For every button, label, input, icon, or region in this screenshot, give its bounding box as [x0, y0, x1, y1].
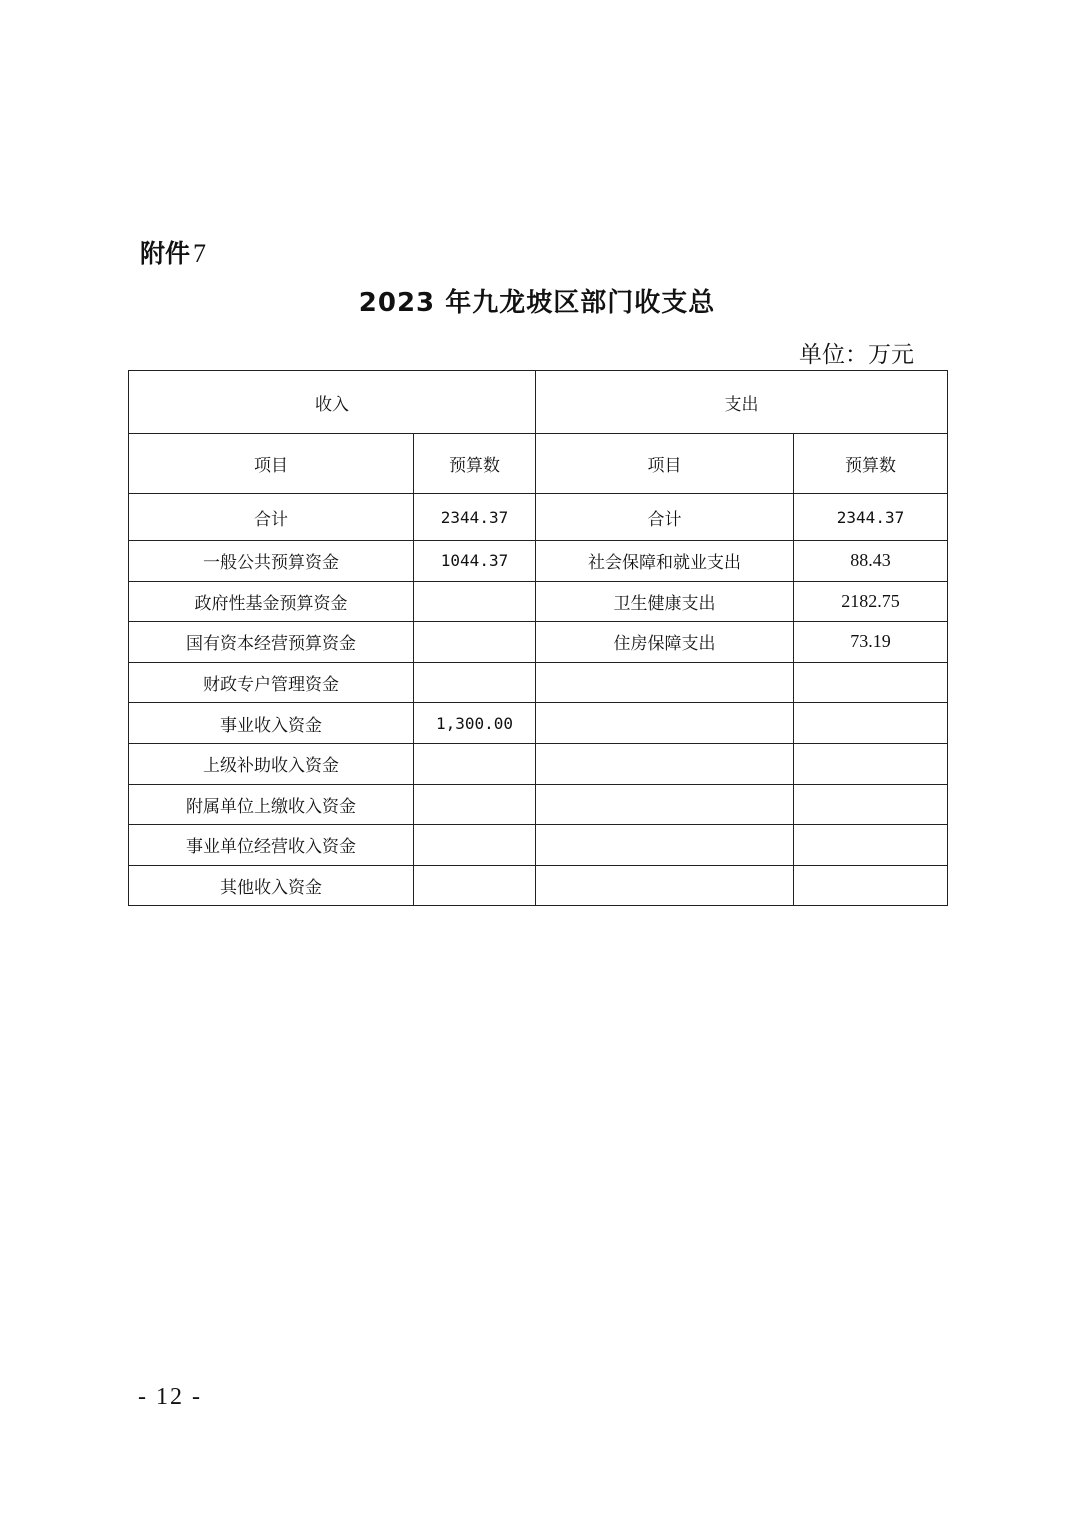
income-amount: 1,300.00: [414, 703, 536, 744]
income-item: 政府性基金预算资金: [129, 581, 414, 622]
expense-total-label: 合计: [536, 494, 794, 541]
expense-item: 住房保障支出: [536, 622, 794, 663]
income-total-label: 合计: [129, 494, 414, 541]
expense-amount: 2182.75: [794, 581, 948, 622]
expense-total-amount: 2344.37: [794, 494, 948, 541]
expense-item: [536, 703, 794, 744]
income-amount: 1044.37: [414, 541, 536, 582]
annex-text: 附件: [140, 239, 191, 268]
page-number: - 12 -: [138, 1384, 202, 1410]
column-header-row: [129, 434, 948, 494]
expense-amount: [794, 662, 948, 703]
table-row: [129, 865, 948, 906]
expense-amount: [794, 784, 948, 825]
income-item: 事业单位经营收入资金: [129, 825, 414, 866]
table-row: [129, 541, 948, 582]
expense-section-header: 支出: [536, 371, 948, 434]
expense-amount: [794, 743, 948, 784]
document-title: 2023 年九龙坡区部门收支总: [358, 288, 716, 318]
table-row: [129, 622, 948, 663]
unit-label: 单位：万元: [799, 342, 914, 368]
expense-item-header: 项目: [536, 434, 794, 494]
income-item: 财政专户管理资金: [129, 662, 414, 703]
table-row: [129, 784, 948, 825]
income-item: 国有资本经营预算资金: [129, 622, 414, 663]
income-item: 其他收入资金: [129, 865, 414, 906]
expense-item: [536, 662, 794, 703]
expense-amount: 88.43: [794, 541, 948, 582]
expense-item: [536, 743, 794, 784]
expense-amount: [794, 865, 948, 906]
expense-amount: [794, 825, 948, 866]
table-row: [129, 662, 948, 703]
income-total-amount: 2344.37: [414, 494, 536, 541]
total-row: [129, 494, 948, 541]
expense-amount: [794, 703, 948, 744]
section-header-row: [129, 371, 948, 434]
income-item-header: 项目: [129, 434, 414, 494]
income-item: 事业收入资金: [129, 703, 414, 744]
table-row: [129, 825, 948, 866]
annex-number: 7: [193, 239, 207, 268]
expense-item: [536, 825, 794, 866]
income-amount: [414, 825, 536, 866]
expense-item: [536, 784, 794, 825]
table-row: [129, 581, 948, 622]
expense-budget-header: 预算数: [794, 434, 948, 494]
income-item: 上级补助收入资金: [129, 743, 414, 784]
annex-label: [140, 234, 206, 270]
income-amount: [414, 622, 536, 663]
income-section-header: 收入: [129, 371, 536, 434]
expense-item: 社会保障和就业支出: [536, 541, 794, 582]
income-item: 附属单位上缴收入资金: [129, 784, 414, 825]
income-amount: [414, 662, 536, 703]
income-amount: [414, 865, 536, 906]
expense-item: [536, 865, 794, 906]
budget-summary-table: [128, 370, 948, 906]
income-amount: [414, 743, 536, 784]
table-row: [129, 743, 948, 784]
expense-amount: 73.19: [794, 622, 948, 663]
table-row: [129, 703, 948, 744]
income-amount: [414, 784, 536, 825]
income-item: 一般公共预算资金: [129, 541, 414, 582]
income-budget-header: 预算数: [414, 434, 536, 494]
income-amount: [414, 581, 536, 622]
expense-item: 卫生健康支出: [536, 581, 794, 622]
